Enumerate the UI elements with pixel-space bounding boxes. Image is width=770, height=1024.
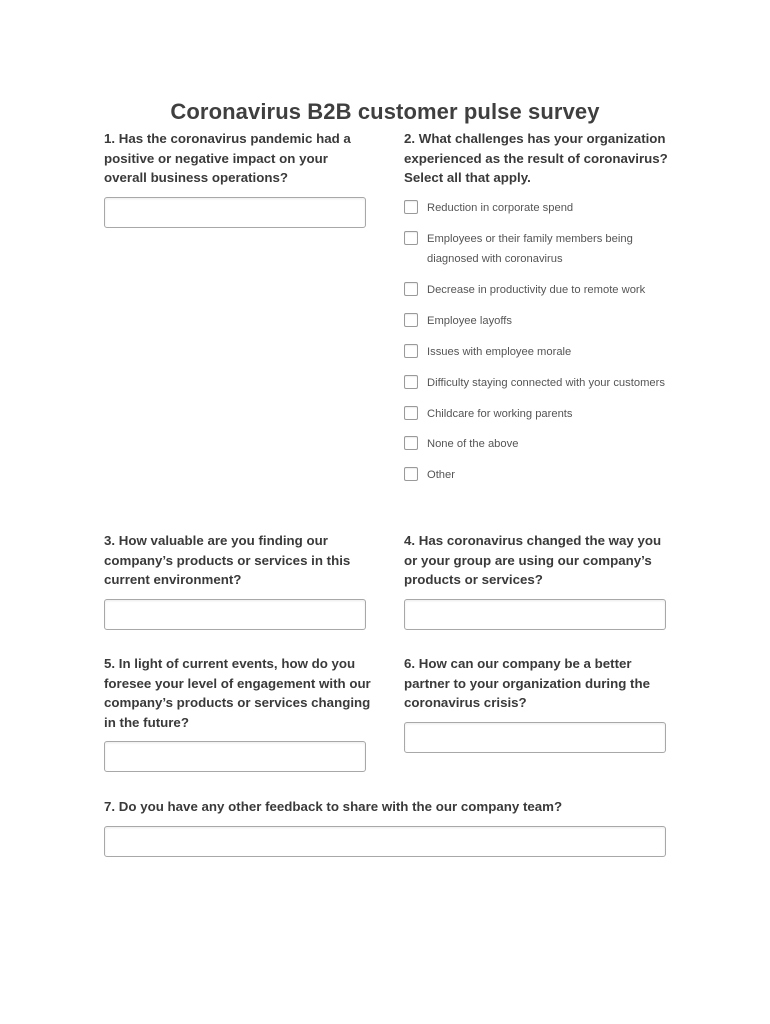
option-label: Difficulty staying connected with your customers bbox=[427, 376, 665, 389]
option-childcare[interactable] bbox=[404, 405, 674, 425]
option-none-of-the-above[interactable] bbox=[404, 435, 674, 455]
checkbox[interactable] bbox=[404, 282, 418, 296]
option-label: Other bbox=[427, 469, 455, 482]
question-7-label: 7. Do you have any other feedback to share with the our company team? bbox=[104, 799, 563, 814]
option-label: None of the above bbox=[427, 438, 519, 451]
question-6-label: 6. How can our company be a better partner to your organization during the coronavirus crisis? bbox=[404, 656, 650, 710]
checkbox[interactable] bbox=[404, 375, 418, 389]
option-label: Employees or their family members being diagnosed with coronavirus bbox=[427, 232, 633, 265]
question-1-input[interactable] bbox=[104, 197, 366, 228]
option-decrease-in-productivity[interactable] bbox=[404, 281, 674, 301]
option-staying-connected[interactable] bbox=[404, 374, 674, 394]
option-employee-morale[interactable] bbox=[404, 343, 674, 363]
option-employee-layoffs[interactable] bbox=[404, 312, 674, 332]
option-label: Reduction in corporate spend bbox=[427, 202, 574, 214]
page-title: Coronavirus B2B customer pulse survey bbox=[170, 98, 600, 124]
question-5-label: 5. In light of current events, how do you foresee your level of engagement with our company’s products or services changing in the future? bbox=[104, 656, 371, 730]
option-other[interactable] bbox=[404, 466, 674, 486]
option-label: Issues with employee morale bbox=[427, 345, 572, 358]
checkbox[interactable] bbox=[404, 231, 418, 245]
option-employees-diagnosed[interactable] bbox=[404, 230, 674, 269]
option-label: Employee layoffs bbox=[427, 314, 512, 327]
checkbox[interactable] bbox=[404, 313, 418, 327]
question-6-input[interactable] bbox=[404, 722, 666, 753]
question-3-label: 3. How valuable are you finding our company’s products or services in this current environment? bbox=[104, 533, 351, 587]
option-reduction-in-corporate-spend[interactable] bbox=[404, 199, 674, 219]
question-4-label: 4. Has coronavirus changed the way you or your group are using our company’s products or services? bbox=[404, 533, 662, 587]
checkbox[interactable] bbox=[404, 406, 418, 420]
option-label: Childcare for working parents bbox=[427, 407, 573, 420]
question-1-label: 1. Has the coronavirus pandemic had a positive or negative impact on your overall business operations? bbox=[104, 131, 351, 185]
question-3-input[interactable] bbox=[104, 599, 366, 630]
checkbox[interactable] bbox=[404, 200, 418, 214]
question-7-input[interactable] bbox=[104, 826, 666, 857]
question-2-options bbox=[404, 199, 674, 497]
question-2-label: 2. What challenges has your organization experienced as the result of coronavirus? Select all that apply. bbox=[404, 131, 668, 185]
checkbox[interactable] bbox=[404, 436, 418, 450]
option-label: Decrease in productivity due to remote work bbox=[427, 283, 646, 296]
checkbox[interactable] bbox=[404, 467, 418, 481]
question-5-input[interactable] bbox=[104, 741, 366, 772]
checkbox[interactable] bbox=[404, 344, 418, 358]
question-4-input[interactable] bbox=[404, 599, 666, 630]
